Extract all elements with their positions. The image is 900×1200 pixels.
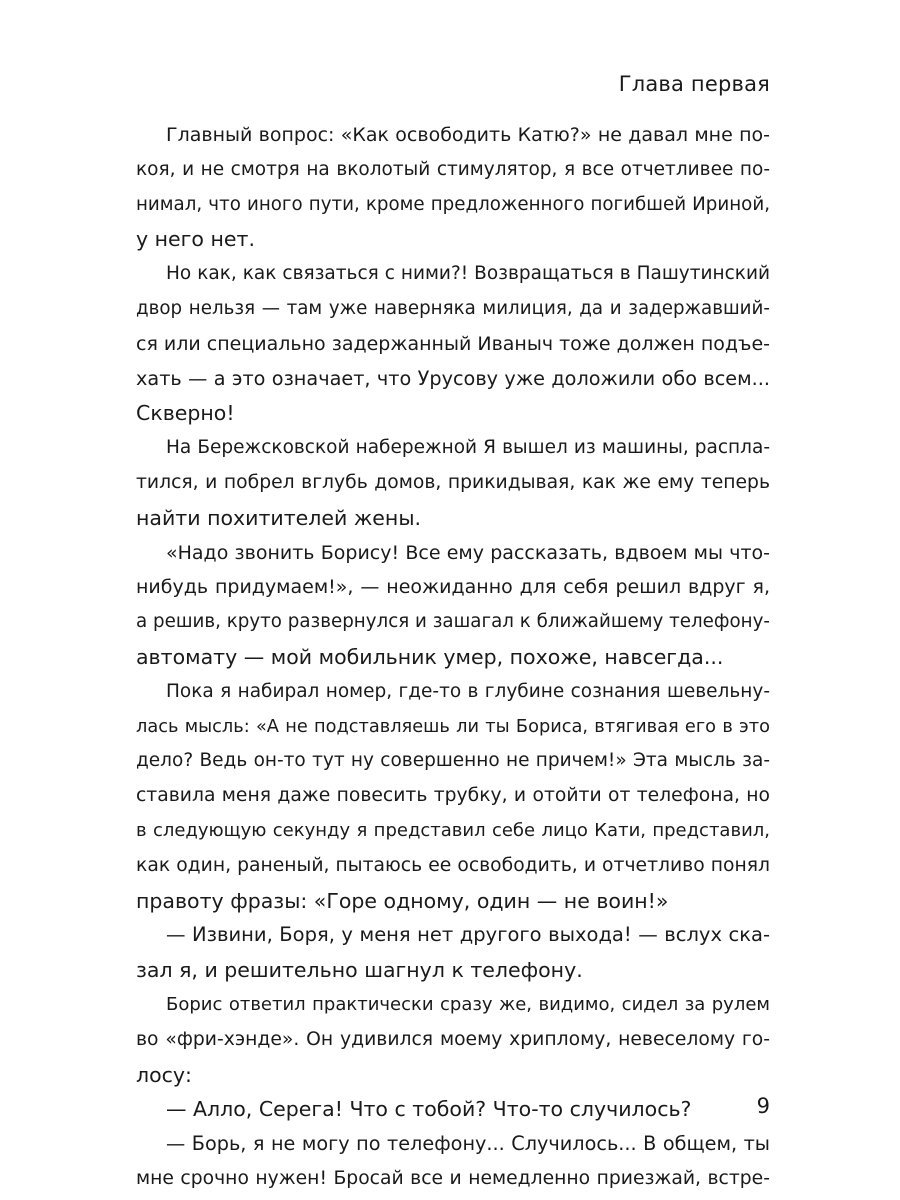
text-line: «Надо звонить Борису! Все ему рассказать, вдвоем мы что- <box>166 541 770 564</box>
text-line: Но как, как связаться с ними?! Возвращаться в Пашутинский <box>166 263 770 285</box>
text-line: Скверно! <box>136 401 235 426</box>
text-line: дело? Ведь он-то тут ну совершенно не причем!» Эта мысль за- <box>136 750 770 772</box>
text-line: мне срочно нужен! Бросай все и немедленно приезжай, встре- <box>136 1167 770 1189</box>
text-line: лосу: <box>136 1062 192 1087</box>
text-line: хать — а это означает, что Урусову уже доложили обо всем... <box>136 366 770 390</box>
text-line: тился, и побрел вглубь домов, прикидывая, как же ему теперь <box>136 471 770 493</box>
text-line: двор нельзя — там уже наверняка милиция, да и задержавший- <box>136 297 770 319</box>
text-line: нимал, что иного пути, кроме предложенного погибшей Ириной, <box>136 193 770 215</box>
text-line: ся или специально задержанный Иваныч тоже должен подъе- <box>136 332 770 355</box>
text-line: в следующую секунду я представил себе лицо Кати, представил, <box>136 819 770 841</box>
text-line: а решив, круто развернулся и зашагал к ближайшему телефону- <box>136 611 770 633</box>
text-line: у него нет. <box>136 227 255 252</box>
text-line: — Борь, я не могу по телефону... Случилось... В общем, ты <box>166 1132 770 1156</box>
page-number: 9 <box>756 1094 770 1118</box>
text-line: во «фри-хэнде». Он удивился моему хриплому, невеселому го- <box>136 1028 770 1050</box>
text-line: лась мысль: «А не подставляешь ли ты Бориса, втягивая его в это <box>136 716 770 737</box>
body-text <box>136 118 770 1197</box>
text-line: — Извини, Боря, у меня нет другого выхода! — вслух ска- <box>166 923 770 947</box>
text-line: нибудь придумаем!», — неожиданно для себя решил вдруг я, <box>136 576 770 599</box>
text-line: правоту фразы: «Горе одному, один — не воин!» <box>136 888 669 913</box>
chapter-header: Глава первая <box>618 72 770 96</box>
text-line: как один, раненый, пытаюсь ее освободить, и отчетливо понял <box>136 854 770 876</box>
text-line: — Алло, Серега! Что с тобой? Что-то случилось? <box>166 1097 692 1122</box>
text-line: найти похитителей жены. <box>136 505 422 530</box>
text-line: На Бережсковской набережной Я вышел из машины, распла- <box>166 437 770 459</box>
text-line: ставила меня даже повесить трубку, и отойти от телефона, но <box>136 785 770 807</box>
text-line: коя, и не смотря на вколотый стимулятор, я все отчетливее по- <box>136 158 770 180</box>
text-line: Борис ответил практически сразу же, видимо, сидел за рулем <box>166 993 770 1015</box>
text-line: Главный вопрос: «Как освободить Катю?» не давал мне по- <box>166 124 770 146</box>
text-line: Пока я набирал номер, где-то в глубине сознания шевельну- <box>166 680 770 702</box>
text-line: автомату — мой мобильник умер, похоже, навсегда... <box>136 644 724 669</box>
text-line: зал я, и решительно шагнул к телефону. <box>136 958 583 983</box>
